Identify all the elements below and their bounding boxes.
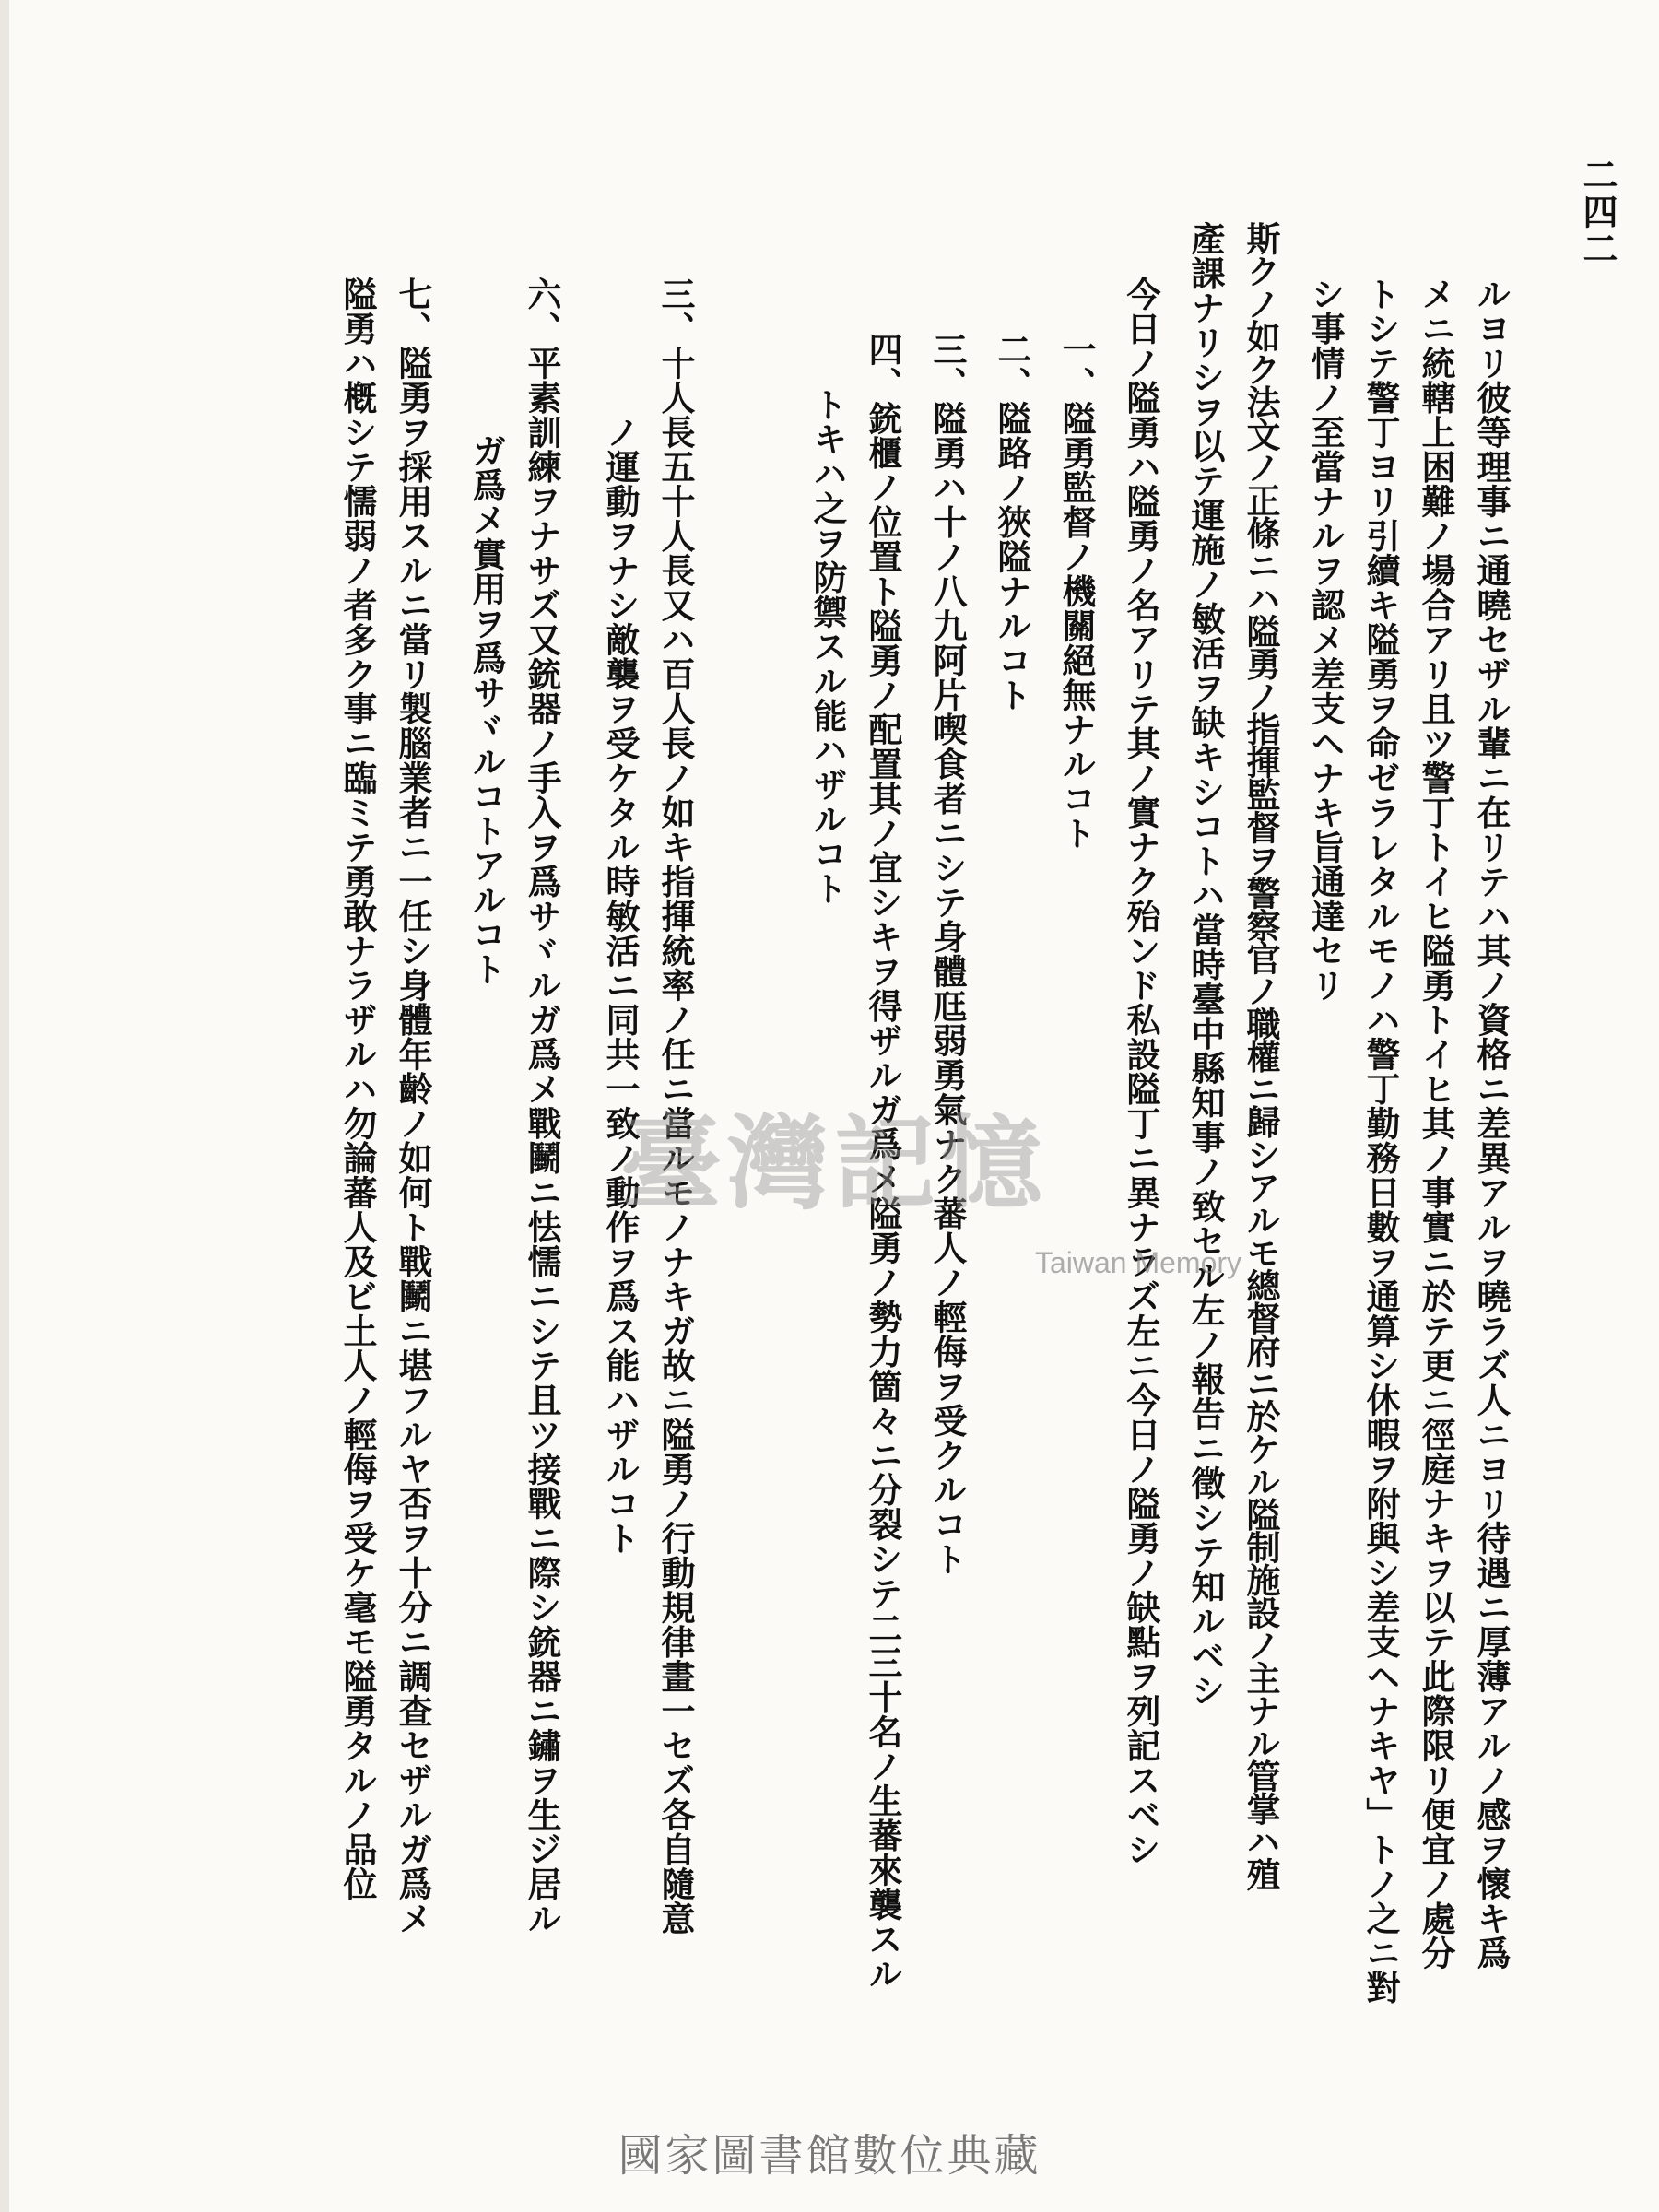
text-column-7: 今日ノ隘勇ハ隘勇ノ名アリテ其ノ實ナク殆ンド私設隘丁ニ異ナラズ左ニ今日ノ隘勇ノ缺點ヲ列記スベシ <box>1121 276 1161 1866</box>
page-number: 二四二 <box>1577 157 1618 267</box>
list-item-6: 六、平素訓練ヲナサズ又銃器ノ手入ヲ爲サヾルガ爲メ戰鬭ニ怯懦ニシテ且ツ接戰ニ際シ銃器ニ鏽ヲ生ジ居ル <box>522 276 562 1936</box>
list-item-6-continued: ガ爲メ實用ヲ爲サヾルコトアルコト <box>466 433 507 986</box>
list-item-7: 七、隘勇ヲ採用スルニ當リ製腦業者ニ一任シ身體年齡ノ如何ト戰鬭ニ堪フルヤ否ヲ十分ニ調查セザルガ爲メ <box>393 276 433 1936</box>
text-column-4: シ事情ノ至當ナルヲ認メ差支ヘナキ旨通達セリ <box>1305 276 1346 1003</box>
taiwan-memory-watermark-caption: Taiwan Memory <box>1034 1246 1242 1279</box>
list-item-3: 三、隘勇ハ十ノ八九阿片喫食者ニシテ身體尫弱勇氣ナク蕃人ノ輕侮ヲ受クルコト <box>927 332 968 1576</box>
list-item-7-continued: 隘勇ハ槪シテ懦弱ノ者多ク事ニ臨ミテ勇敢ナラザルハ勿論蕃人及ビ土人ノ輕侮ヲ受ケ毫モ隘勇タルノ品位 <box>337 276 378 1901</box>
left-page-edge <box>0 0 9 2212</box>
text-column-3: トシテ警丁ヨリ引續キ隘勇ヲ命ゼラレタルモノハ警丁勤務日數ヲ通算シ休暇ヲ附與シ差支ヘナキヤ」トノ之ニ對 <box>1360 276 1401 2005</box>
text-column-2: メニ統轄上困難ノ場合アリ且ツ警丁トイヒ隘勇トイヒ其ノ事實ニ於テ更ニ徑庭ナキヲ以テ此際限リ便宜ノ處分 <box>1416 276 1456 1971</box>
list-item-4: 四、銃櫃ノ位置ト隘勇ノ配置其ノ宜シキヲ得ザルガ爲メ隘勇ノ勢力箇々ニ分裂シテ二三十名ノ生蕃來襲スル <box>863 332 903 1991</box>
list-item-5: 三、十人長五十人長又ハ百人長ノ如キ指揮統率ノ任ニ當ルモノナキガ故ニ隘勇ノ行動規律畫一セズ各自隨意 <box>655 276 696 1936</box>
list-item-4-continued: トキハ之ヲ防禦スル能ハザルコト <box>807 387 848 906</box>
text-column-1: ルヨリ彼等理事ニ通曉セザル輩ニ在リテハ其ノ資格ニ差異アルヲ曉ラズ人ニヨリ待遇ニ厚薄アルノ感ヲ懷キ爲 <box>1471 276 1512 1971</box>
list-item-1: 一、隘勇監督ノ機關絕無ナルコト <box>1056 332 1097 851</box>
taiwan-memory-watermark: 臺灣記憶 <box>620 1104 1048 1223</box>
text-column-5: 斯クノ如ク法文ノ正條ニハ隘勇ノ指揮監督ヲ警察官ノ職權ニ歸シアルモ總督府ニ於ケル隘制施設ノ主ナル管掌ハ殖 <box>1241 221 1281 1890</box>
library-footer: 國家圖書館數位典藏 <box>618 2130 1041 2182</box>
list-item-2: 二、隘路ノ狹隘ナルコト <box>992 332 1032 712</box>
text-column-6: 產課ナリシヲ以テ運施ノ敏活ヲ缺キシコトハ當時臺中縣知事ノ致セル左ノ報告ニ徵シテ知ルベシ <box>1185 221 1226 1708</box>
list-item-5-continued: ノ運動ヲナシ敵襲ヲ受ケタル時敏活ニ同共一致ノ動作ヲ爲ス能ハザルコト <box>600 415 641 1556</box>
